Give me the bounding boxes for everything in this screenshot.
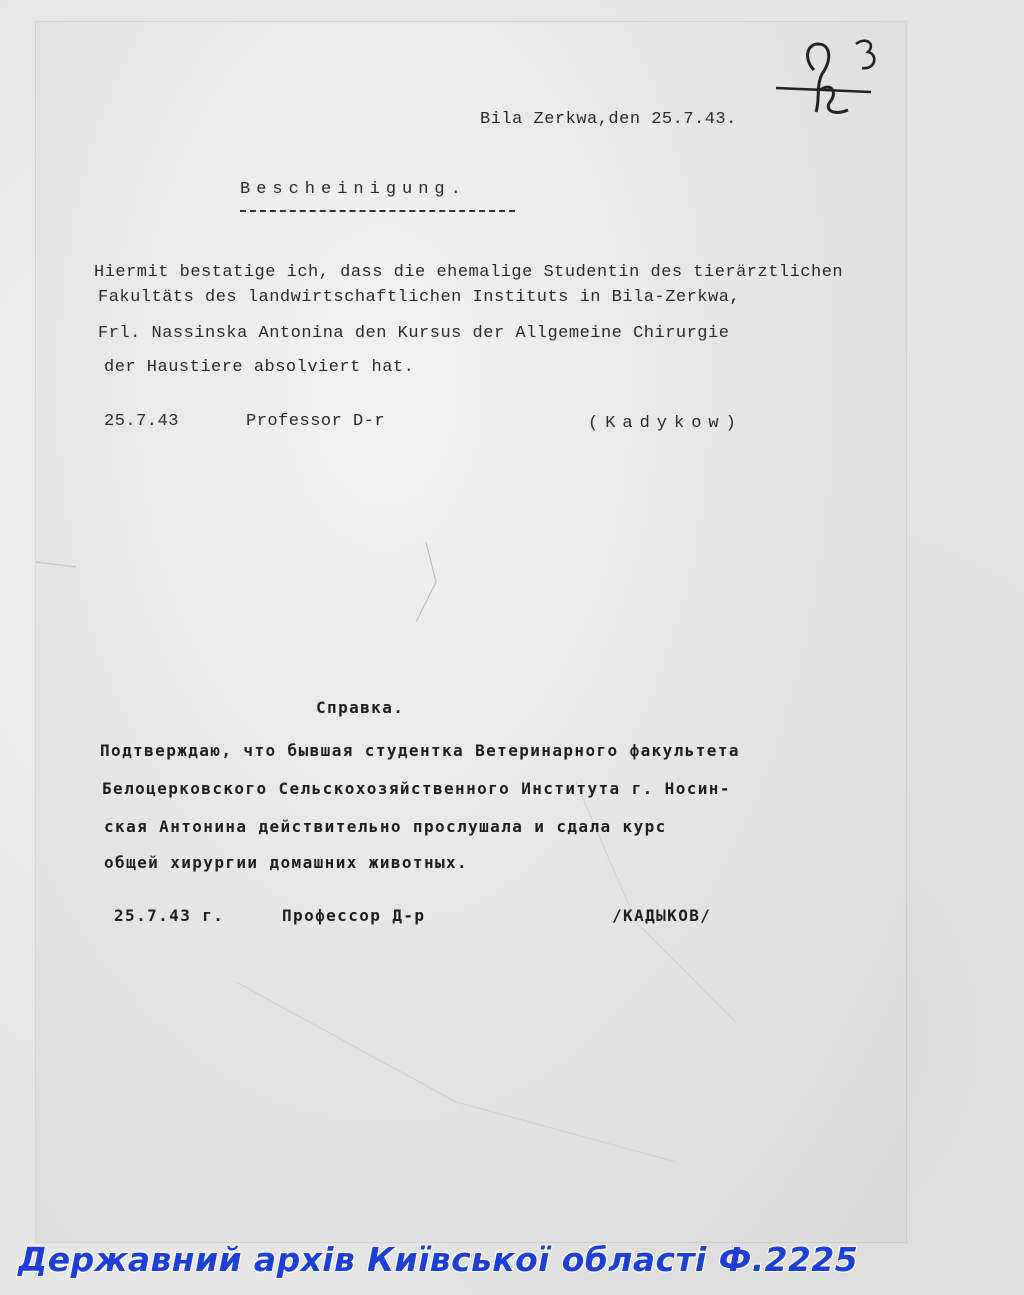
german-body-line-3: Frl. Nassinska Antonina den Kursus der Allgemeine Chirurgie: [98, 324, 730, 343]
german-title: Bescheinigung.: [240, 180, 467, 199]
russian-body-line-1: Подтверждаю, что бывшая студентка Ветеринарного факультета: [100, 741, 740, 760]
german-sign-title: Professor D-r: [246, 412, 386, 431]
archive-watermark: Державний архів Київської області Ф.2225: [18, 1240, 859, 1279]
handwritten-page-number: [776, 30, 886, 125]
russian-title: Справка.: [316, 698, 405, 717]
german-place-date: Bila Zerkwa,den 25.7.43.: [480, 110, 737, 129]
german-title-underline: [240, 210, 515, 212]
russian-sign-date: 25.7.43 г.: [114, 906, 225, 925]
russian-body-line-3: ская Антонина действительно прослушала и сдала курс: [104, 817, 667, 836]
russian-body-line-4: общей хирургии домашних животных.: [104, 853, 469, 872]
german-body-line-1: Hiermit bestatige ich, dass die ehemalige Studentin des tierärztlichen: [94, 263, 844, 282]
german-body-line-2: Fakultäts des landwirtschaftlichen Instituts in Bila-Zerkwa,: [98, 288, 741, 307]
russian-sign-name: /КАДЫКОВ/: [612, 906, 712, 925]
document-sheet: [36, 22, 906, 1242]
german-sign-date: 25.7.43: [104, 412, 179, 431]
german-sign-name: (Kadykow): [588, 414, 743, 433]
handwritten-number-value: 93: [776, 30, 778, 31]
russian-body-line-2: Белоцерковского Сельскохозяйственного Института г. Носин-: [102, 779, 731, 798]
russian-sign-title: Профессор Д-р: [282, 906, 426, 925]
german-body-line-4: der Haustiere absolviert hat.: [104, 358, 415, 377]
